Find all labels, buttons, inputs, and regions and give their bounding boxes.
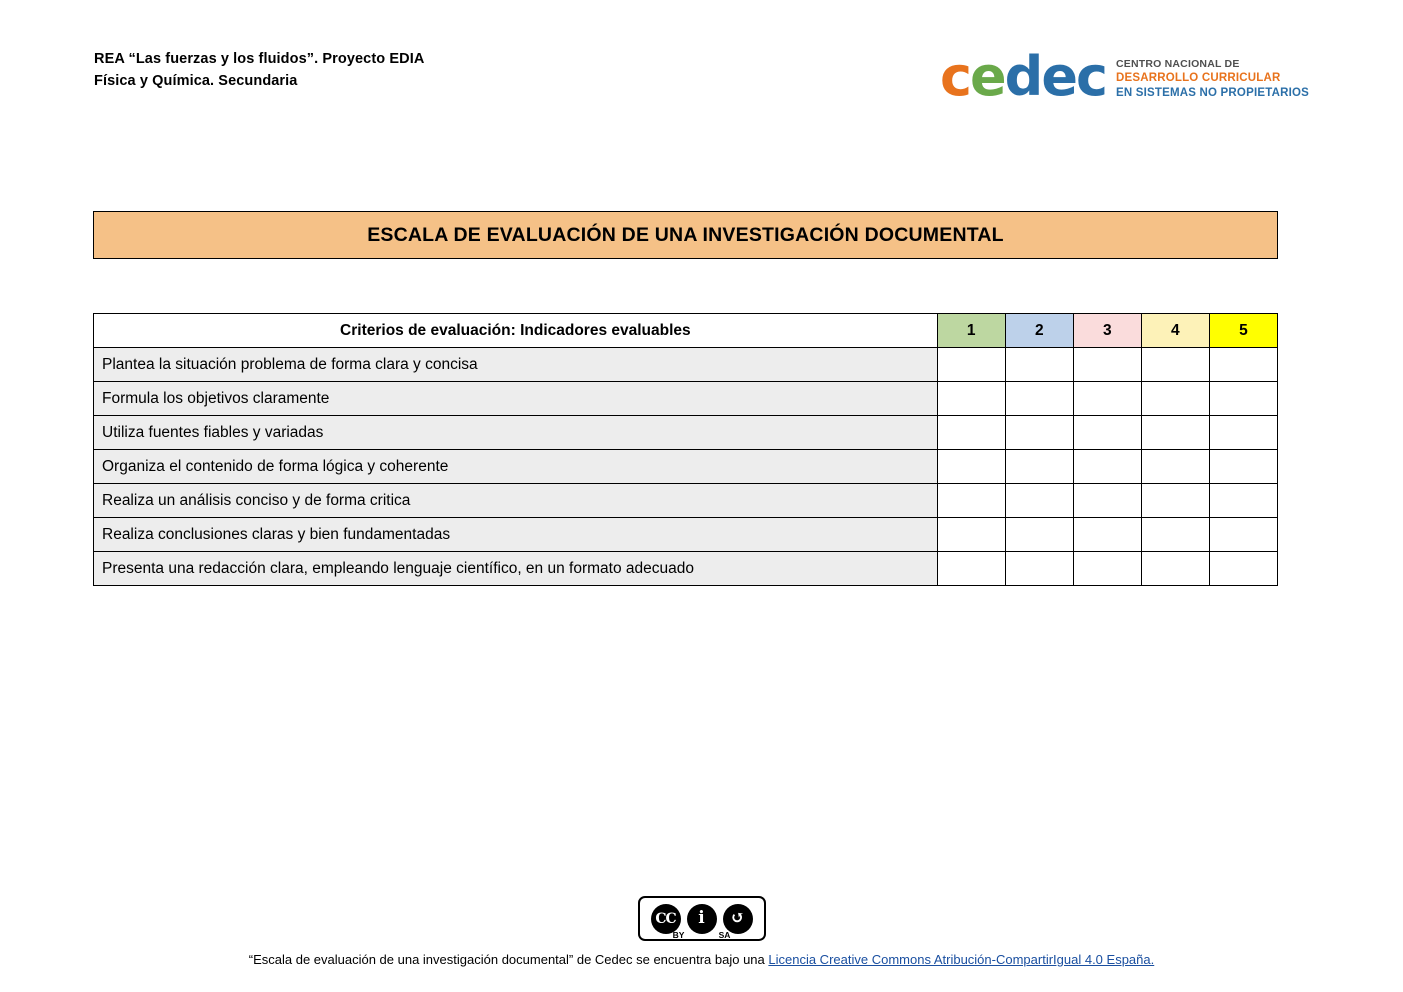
score-cell-1[interactable]	[937, 518, 1005, 552]
table-row	[94, 518, 1278, 552]
cedec-logo-subtitle	[1116, 54, 1309, 101]
page-title-text: ESCALA DE EVALUACIÓN DE UNA INVESTIGACIÓN DOCUMENTAL	[367, 223, 1004, 246]
score-cell-1[interactable]	[937, 552, 1005, 586]
logo-subtitle-line-1: CENTRO NACIONAL DE	[1115, 57, 1240, 70]
column-header-score-4: 4	[1141, 314, 1209, 348]
column-header-score-5: 5	[1209, 314, 1277, 348]
page-title	[93, 211, 1278, 259]
criterion-label: Plantea la situación problema de forma clara y concisa	[94, 348, 938, 382]
logo-subtitle-line-3: EN SISTEMAS NO PROPIETARIOS	[1115, 86, 1309, 99]
score-cell-2[interactable]	[1005, 484, 1073, 518]
score-cell-4[interactable]	[1141, 552, 1209, 586]
score-cell-3[interactable]	[1073, 518, 1141, 552]
score-cell-5[interactable]	[1209, 484, 1277, 518]
score-cell-2[interactable]	[1005, 416, 1073, 450]
logo-letter-e1: e	[970, 45, 1005, 108]
cc-by-icon: i	[687, 904, 717, 934]
score-cell-5[interactable]	[1209, 348, 1277, 382]
criterion-label: Utiliza fuentes fiables y variadas	[94, 416, 938, 450]
score-cell-5[interactable]	[1209, 450, 1277, 484]
cc-sa-icon: ↺	[723, 904, 753, 934]
column-header-score-1: 1	[937, 314, 1005, 348]
score-cell-3[interactable]	[1073, 484, 1141, 518]
score-cell-2[interactable]	[1005, 382, 1073, 416]
evaluation-table	[93, 313, 1278, 586]
criterion-label: Realiza un análisis conciso y de forma critica	[94, 484, 938, 518]
cc-sa-label: SA	[718, 930, 731, 940]
header-line-1: REA “Las fuerzas y los fluidos”. Proyecto EDIA	[94, 51, 425, 67]
score-cell-2[interactable]	[1005, 450, 1073, 484]
table-row	[94, 382, 1278, 416]
score-cell-1[interactable]	[937, 450, 1005, 484]
column-header-score-3: 3	[1073, 314, 1141, 348]
cc-logo-circle: CC	[651, 904, 681, 934]
score-cell-2[interactable]	[1005, 552, 1073, 586]
table-row	[94, 484, 1278, 518]
table-row	[94, 348, 1278, 382]
criterion-label: Presenta una redacción clara, empleando lenguaje científico, en un formato adecuado	[94, 552, 938, 586]
score-cell-5[interactable]	[1209, 416, 1277, 450]
score-cell-1[interactable]	[937, 382, 1005, 416]
score-cell-1[interactable]	[937, 416, 1005, 450]
column-header-score-2: 2	[1005, 314, 1073, 348]
score-cell-2[interactable]	[1005, 518, 1073, 552]
score-cell-5[interactable]	[1209, 552, 1277, 586]
score-cell-3[interactable]	[1073, 552, 1141, 586]
cedec-logo	[940, 45, 1309, 108]
criterion-label: Organiza el contenido de forma lógica y coherente	[94, 450, 938, 484]
score-cell-4[interactable]	[1141, 518, 1209, 552]
license-link[interactable]: Licencia Creative Commons Atribución-CompartirIgual 4.0 España.	[768, 952, 1155, 967]
score-cell-3[interactable]	[1073, 416, 1141, 450]
cedec-logo-wordmark	[940, 45, 1106, 108]
logo-letter-c1: c	[940, 45, 971, 108]
score-cell-2[interactable]	[1005, 348, 1073, 382]
table-header-row	[94, 314, 1278, 348]
cc-badge-labels	[638, 930, 766, 940]
logo-letter-e2: e	[1041, 45, 1076, 108]
score-cell-3[interactable]	[1073, 382, 1141, 416]
table-row	[94, 416, 1278, 450]
score-cell-5[interactable]	[1209, 382, 1277, 416]
logo-letter-d: d	[1004, 45, 1042, 108]
logo-letter-c2: c	[1075, 45, 1106, 108]
score-cell-3[interactable]	[1073, 450, 1141, 484]
cc-by-label: BY	[672, 930, 685, 940]
table-row	[94, 450, 1278, 484]
license-text: “Escala de evaluación de una investigación documental” de Cedec se encuentra bajo una	[248, 952, 769, 967]
score-cell-1[interactable]	[937, 484, 1005, 518]
score-cell-5[interactable]	[1209, 518, 1277, 552]
score-cell-4[interactable]	[1141, 484, 1209, 518]
logo-subtitle-line-2: DESARROLLO CURRICULAR	[1115, 72, 1281, 84]
header-line-2: Física y Química. Secundaria	[94, 73, 298, 90]
criterion-label: Realiza conclusiones claras y bien fundamentadas	[94, 518, 938, 552]
criterion-label: Formula los objetivos claramente	[94, 382, 938, 416]
license-statement	[0, 952, 1403, 967]
column-header-criteria: Criterios de evaluación: Indicadores evaluables	[94, 314, 938, 348]
score-cell-3[interactable]	[1073, 348, 1141, 382]
table-row	[94, 552, 1278, 586]
score-cell-1[interactable]	[937, 348, 1005, 382]
score-cell-4[interactable]	[1141, 416, 1209, 450]
score-cell-4[interactable]	[1141, 450, 1209, 484]
score-cell-4[interactable]	[1141, 348, 1209, 382]
score-cell-4[interactable]	[1141, 382, 1209, 416]
